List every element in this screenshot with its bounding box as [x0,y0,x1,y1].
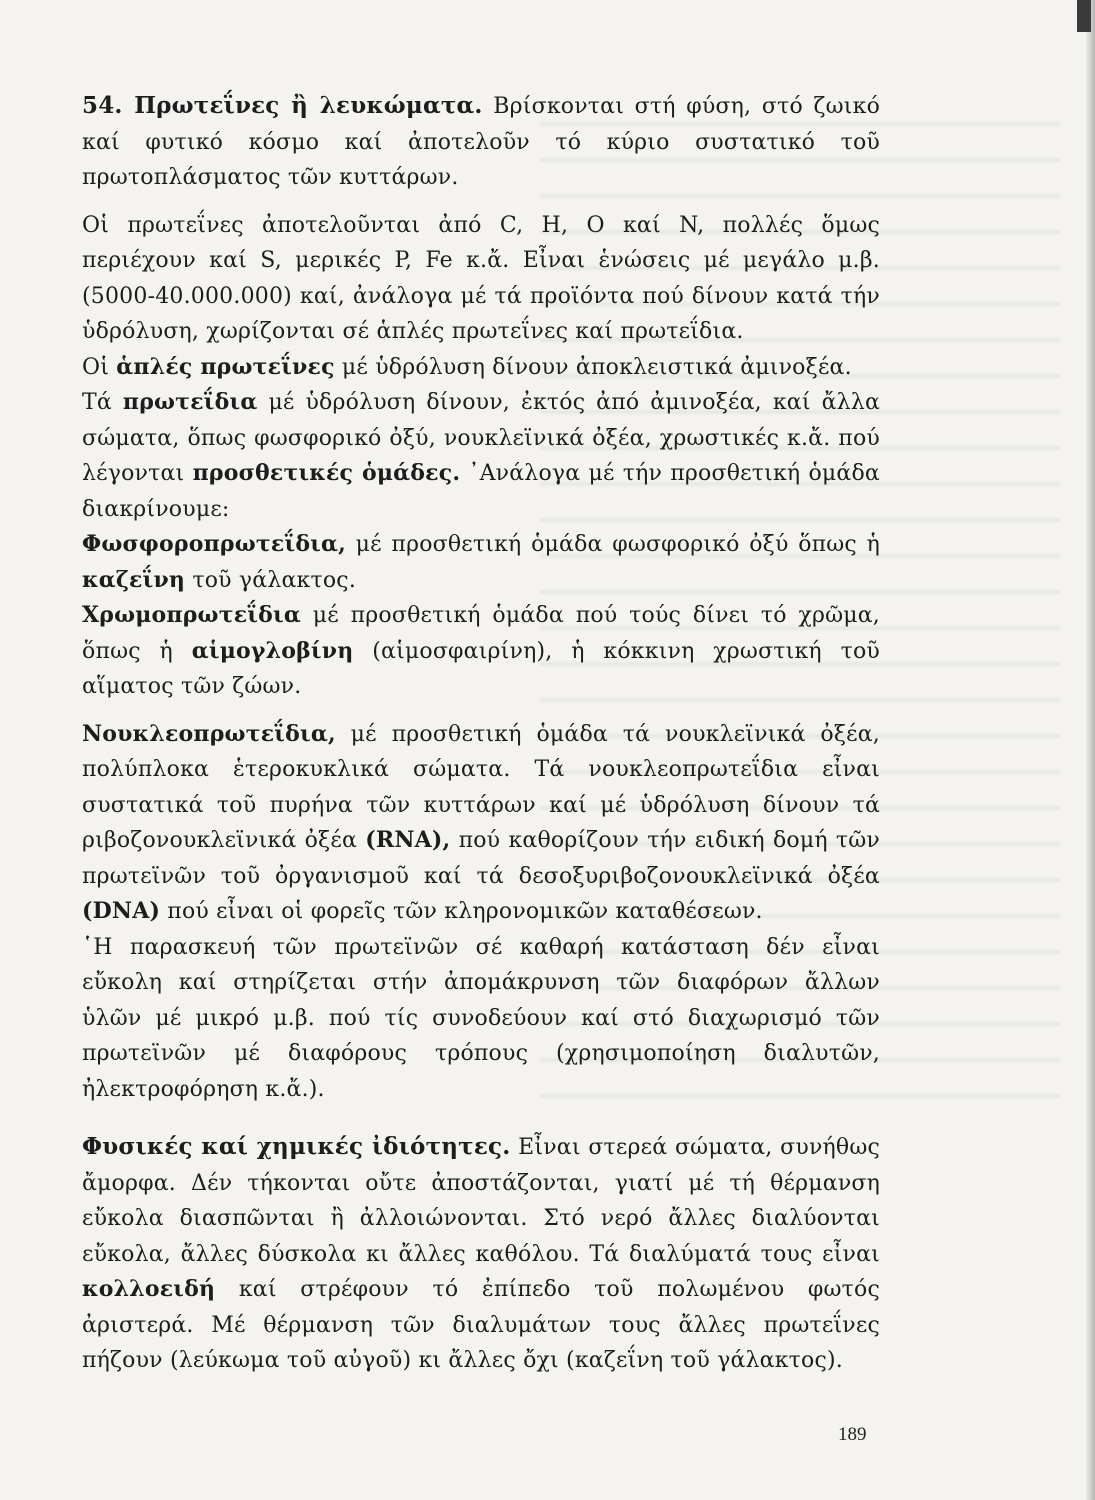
text-run: καί στρέφουν τό ἐπίπεδο τοῦ πολωμένου φωτός ἀριστερά. Μέ θέρμανση τῶν διαλυμάτων τους ἄλλες πρωτεΐνες πήζουν (λεύκωμα τοῦ αὐγοῦ) κι ἄλλες ὄχι (καζεΐνη τοῦ γάλακτος). [82,1277,880,1373]
bold-term: Χρωμοπρωτεΐδια [82,602,301,628]
text-run: Τά [82,390,112,415]
bold-term: Φωσφοροπρωτεΐδια, [82,531,347,557]
paragraph-text: Βρίσκονται στή φύση, στό ζωικό καί φυτικό κόσμο καί ἀποτελοῦν τό κύριο συστατικό τοῦ πρωτοπλάσματος τῶν κυττάρων. [82,94,881,190]
text-run: μέ προσθετική ὁμάδα τά νουκλεϊνικά ὀξέα, πολύπλοκα ἑτεροκυκλικά σώματα. Τά νουκλεοπρωτεΐδια εἶναι συστατικά τοῦ πυρήνα τῶν κυττάρων καί μέ ὑδρόλυση δίνουν τά ριβοζονουκλεϊνικά ὀξέα [82,721,881,853]
text-run: πού καθορίζουν τήν ειδική δομή τῶν πρωτεϊνῶν τοῦ ὀργανισμοῦ καί τά δεσοξυριβοζονουκλεϊνικά ὀξέα [82,828,880,889]
bold-term: ἁπλές πρωτεΐνες [116,353,335,380]
text-run: μέ προσθετική ὁμάδα φωσφορικό ὀξύ ὅπως ἡ [355,532,880,557]
text-run: Οἱ [82,354,110,380]
section-properties [82,1129,880,1379]
paragraph [82,598,880,705]
page-number: 189 [838,1424,867,1445]
paragraph-text: ῾Η παρασκευή τῶν πρωτεϊνῶν σέ καθαρή κατάσταση δέν εἶναι εὔκολη καί στηρίζεται στήν ἀπομάκρυνση τῶν διαφόρων ἄλλων ὑλῶν μέ μικρό μ.β. πού τίς συνοδεύουν καί στό διαχωρισμό τῶν πρωτεϊνῶν μέ διαφόρους τρόπους (χρησιμοποίηση διαλυτῶν, ἠλεκτροφόρηση κ.ἄ.). [82,934,880,1102]
bold-term: (RNA), [365,827,451,853]
bold-term: Νουκλεοπρωτεΐδια, [82,720,336,747]
text-run: τοῦ γάλακτος. [192,567,357,593]
text-run: μέ προσθετική ὁμάδα πού τούς δίνει τό χρῶμα, ὅπως ἡ [82,603,880,664]
page-body [82,88,880,1379]
paragraph [82,930,880,1108]
text-run: ᾿Ανάλογα μέ τήν προσθετική ὁμάδα διακρίνουμε: [82,461,880,522]
text-run: (αἱμοσφαιρίνη), ἡ κόκκινη χρωστική τοῦ αἵματος τῶν ζώων. [82,638,880,699]
text-run: μέ ὑδρόλυση δίνουν, ἐκτός ἀπό ἀμινοξέα, καί ἄλλα σώματα, ὅπως φωσφορικό ὀξύ, νουκλεϊνικά ὀξέα, χρωστικές κ.ἄ. πού λέγονται [82,390,881,486]
bold-term: προσθετικές ὁμάδες. [192,460,461,486]
text-run: Εἶναι στερεά σώματα, συνήθως ἄμορφα. Δέν τήκονται οὔτε ἀποστάζονται, γιατί μέ τή θέρμανση εὔκολα διασπῶνται ἢ ἀλλοιώνονται. Στό νερό ἄλλες διαλύονται εὔκολα, ἄλλες δύσκολα κι ἄλλες καθόλου. Τά διαλύματά τους εἶναι [82,1135,881,1267]
paragraph [82,527,880,598]
paragraph [82,385,880,527]
paragraph-text: Οἱ πρωτεΐνες ἀποτελοῦνται ἀπό C, H, O καί N, πολλές ὅμως περιέχουν καί S, μερικές P, Fe κ.ἄ. Εἶναι ἑνώσεις μέ μεγάλο μ.β. (5000-40.000.000) καί, ἀνάλογα μέ τά προϊόντα πού δίνουν κατά τήν ὑδρόλυση, χωρίζονται σέ ἁπλές πρωτεΐνες καί πρωτεΐδια. [82,212,880,344]
section-54-intro [82,88,880,196]
paragraph [82,717,880,930]
bold-term: κολλοειδή [82,1276,216,1302]
bold-term: καζεΐνη [82,566,186,593]
bold-term: (DNA) [82,898,161,924]
bold-term: αἱμογλοβίνη [191,637,354,664]
paragraph [82,208,880,350]
paragraph [82,350,880,386]
bold-term: πρωτεΐδια [122,389,258,415]
section-heading: 54. Πρωτεΐνες ἢ λευκώματα. [82,92,483,119]
text-run: μέ ὑδρόλυση δίνουν ἀποκλειστικά ἀμινοξέα. [341,354,852,380]
page-edge-shadow [1085,0,1095,1500]
text-run: πού εἶναι οἱ φορεῖς τῶν κληρονομικῶν καταθέσεων. [167,899,763,924]
section-heading: Φυσικές καί χημικές ἰδιότητες. [82,1133,511,1160]
corner-mark [1077,0,1091,32]
